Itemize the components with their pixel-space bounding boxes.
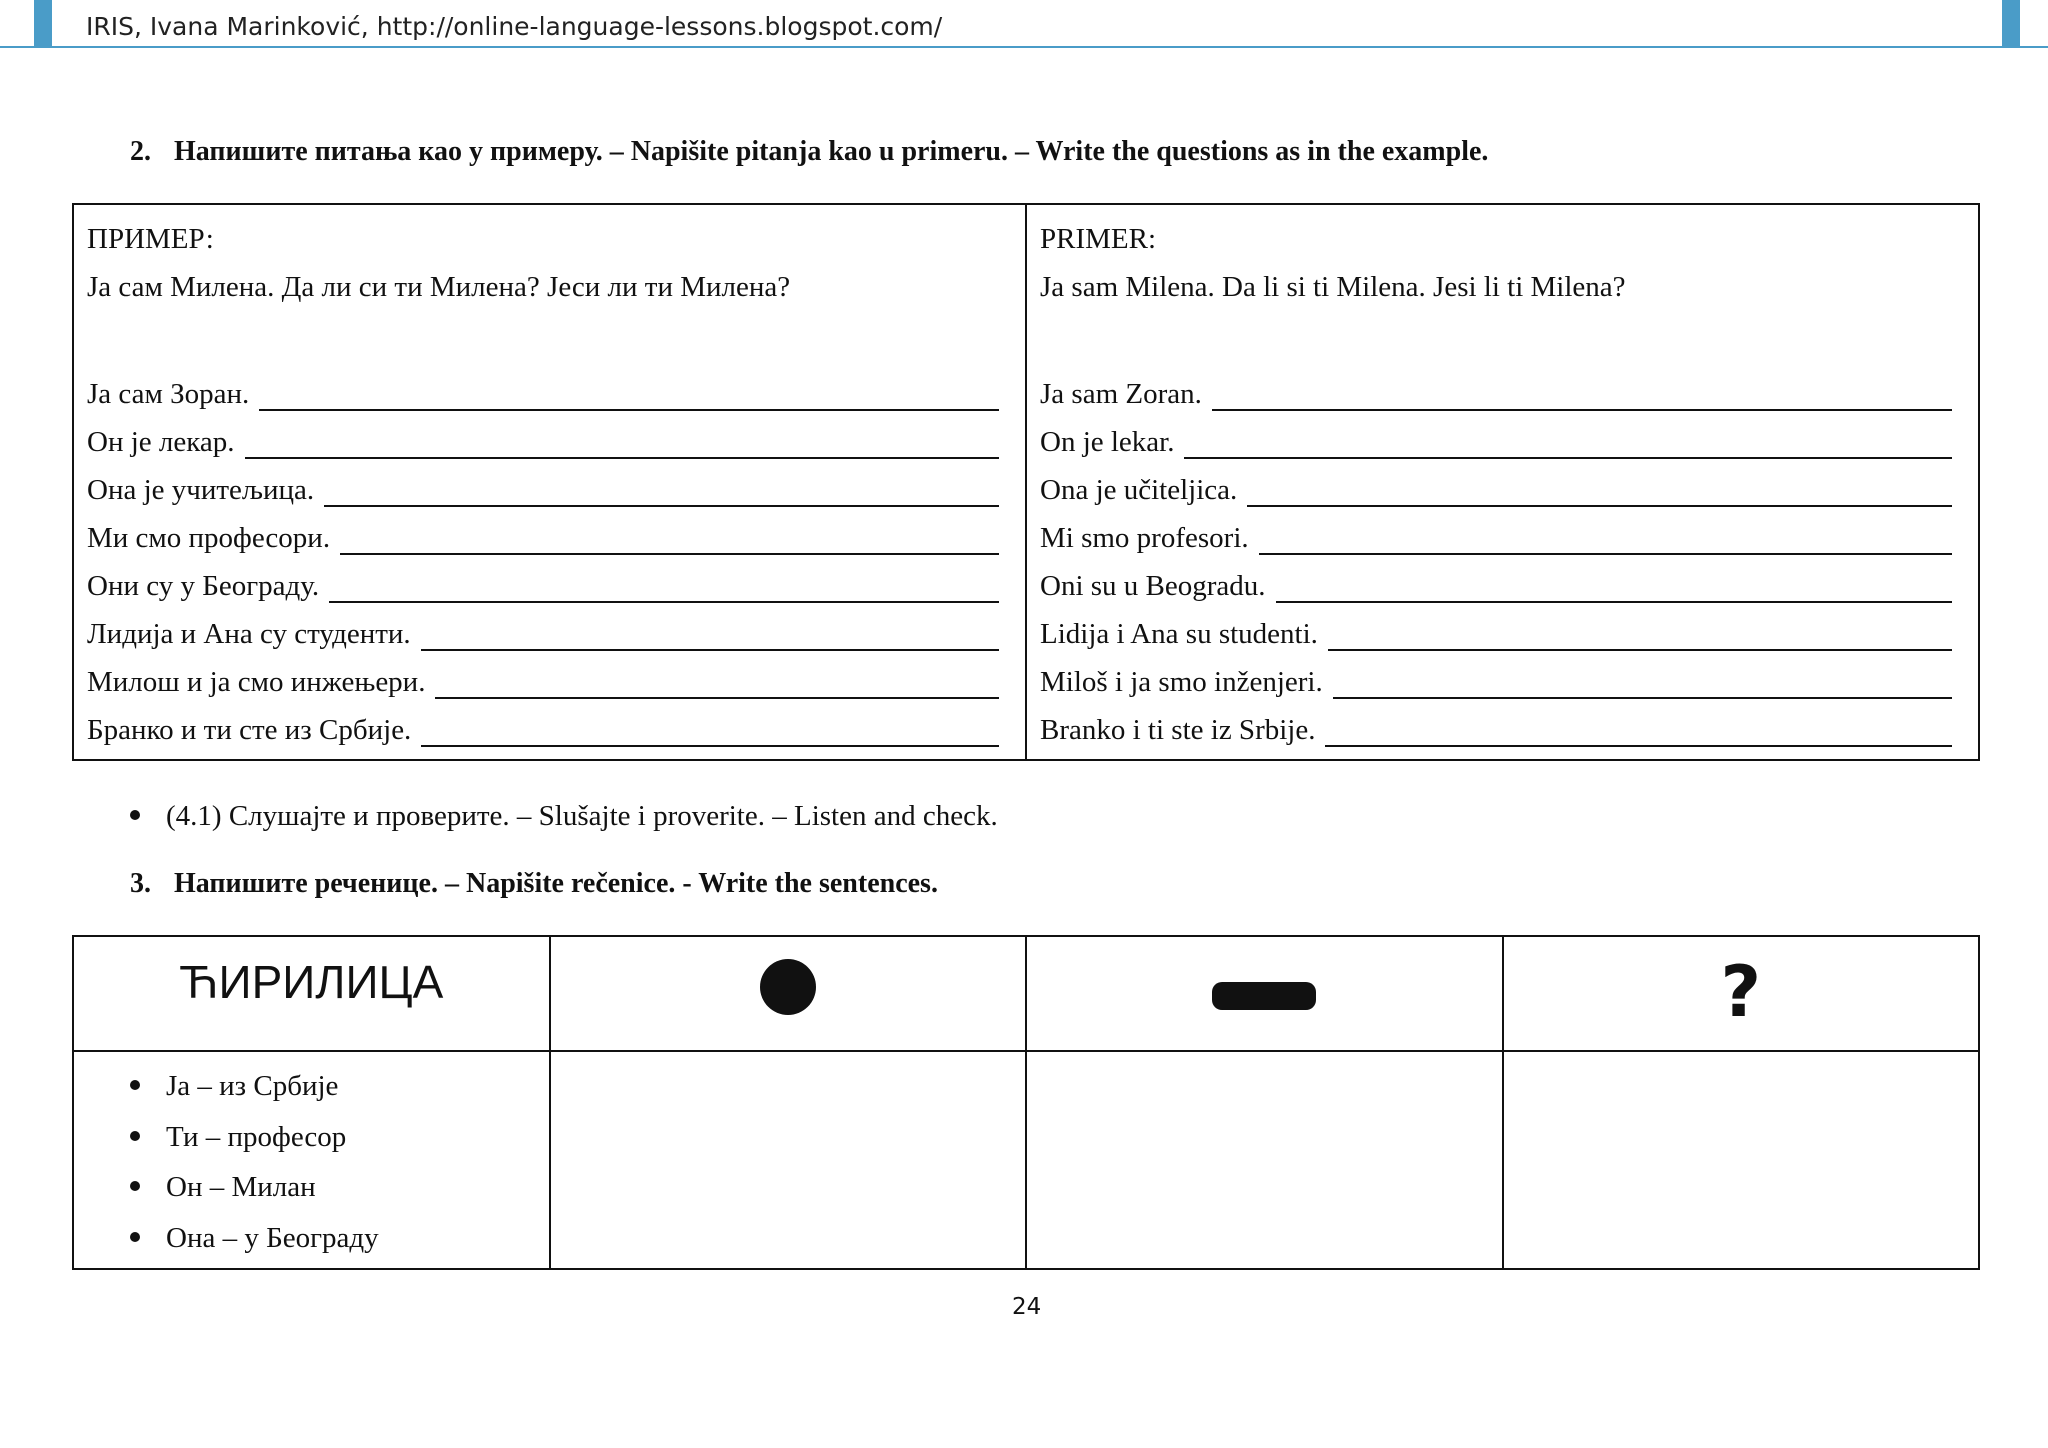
answer-line[interactable] <box>1259 527 1952 555</box>
latin-prompt-row <box>1040 603 1966 651</box>
answer-line[interactable] <box>1328 623 1952 651</box>
list-item <box>130 1117 549 1168</box>
exercise-2-number: 2. <box>130 136 151 167</box>
answer-line[interactable] <box>245 431 999 459</box>
cyrillic-header-cell <box>73 936 550 1051</box>
cyrillic-column <box>73 204 1026 760</box>
latin-prompt-row <box>1040 507 1966 555</box>
answer-line[interactable] <box>1325 719 1952 747</box>
list-item-text: Он – Милан <box>166 1171 316 1203</box>
cyrillic-prompt: Она је учитељица. <box>87 474 315 506</box>
exercise-2-heading <box>130 136 1488 168</box>
latin-prompt: Ona je učiteljica. <box>1040 474 1238 506</box>
bullet-icon <box>130 1181 140 1191</box>
answer-line[interactable] <box>1333 671 1952 699</box>
latin-prompt-row <box>1040 555 1966 603</box>
answer-line[interactable] <box>324 479 999 507</box>
cyrillic-prompt: Лидија и Ана су студенти. <box>87 618 411 650</box>
cyrillic-prompt: Он је лекар. <box>87 426 235 458</box>
latin-prompt: On je lekar. <box>1040 426 1175 458</box>
latin-prompt-row <box>1040 363 1966 411</box>
latin-prompt: Miloš i ja smo inženjeri. <box>1040 666 1323 698</box>
list-item <box>130 1218 549 1269</box>
latin-prompt: Lidija i Ana su studenti. <box>1040 618 1318 650</box>
exercise-3-heading <box>130 868 938 900</box>
exercise-2-title: Напишите питања као у примеру. – Napišite pitanja kao u primeru. – Write the questions as in the example. <box>174 136 1489 167</box>
negative-answer-cell[interactable] <box>1026 1051 1503 1269</box>
cyrillic-prompt-row <box>87 603 1013 651</box>
minus-icon <box>1212 982 1316 1010</box>
cyrillic-prompt-row <box>87 411 1013 459</box>
negative-header-cell <box>1026 936 1503 1051</box>
header-rule <box>0 46 2048 48</box>
cyrillic-example-label: ПРИМЕР: <box>87 223 214 255</box>
prompt-list-cell <box>73 1051 550 1269</box>
latin-prompt: Mi smo profesori. <box>1040 522 1249 554</box>
cyrillic-prompt: Бранко и ти сте из Србије. <box>87 714 412 746</box>
question-answer-cell[interactable] <box>1503 1051 1980 1269</box>
exercise-2-table <box>72 203 1980 761</box>
latin-example-text: Ja sam Milena. Da li si ti Milena. Jesi li ti Milena? <box>1040 271 1626 303</box>
cyrillic-prompt: Милош и ја смо инжењери. <box>87 666 426 698</box>
cyrillic-prompt: Ја сам Зоран. <box>87 378 250 410</box>
question-mark-icon: ? <box>1720 951 1762 1033</box>
page-number: 24 <box>1012 1294 1042 1320</box>
answer-line[interactable] <box>1212 383 1952 411</box>
affirmative-answer-cell[interactable] <box>550 1051 1027 1269</box>
bullet-icon <box>130 1232 140 1242</box>
list-item-text: Она – у Београду <box>166 1221 379 1254</box>
cyrillic-header: ЋИРИЛИЦА <box>179 956 444 1008</box>
latin-prompt: Branko i ti ste iz Srbije. <box>1040 714 1316 746</box>
header-accent-right <box>2002 0 2020 46</box>
cyrillic-prompt-row <box>87 459 1013 507</box>
prompt-list <box>74 1052 549 1268</box>
list-item <box>130 1066 549 1117</box>
latin-prompt-row <box>1040 699 1966 747</box>
answer-line[interactable] <box>259 383 999 411</box>
latin-prompt-row <box>1040 411 1966 459</box>
answer-line[interactable] <box>1247 479 1952 507</box>
answer-line[interactable] <box>340 527 999 555</box>
list-item-text: Ти – професор <box>166 1120 347 1153</box>
exercise-3-title: Напишите реченице. – Napišite rečenice. - Write the sentences. <box>174 868 938 899</box>
bullet-icon <box>130 1131 140 1141</box>
latin-prompt-row <box>1040 459 1966 507</box>
answer-line[interactable] <box>329 575 999 603</box>
answer-line[interactable] <box>1276 575 1952 603</box>
question-header-cell <box>1503 936 1980 1051</box>
cyrillic-prompt-row <box>87 699 1013 747</box>
listen-instruction <box>130 800 998 833</box>
latin-column <box>1026 204 1979 760</box>
latin-prompt-row <box>1040 651 1966 699</box>
cyrillic-prompt: Они су у Београду. <box>87 570 320 602</box>
affirmative-header-cell <box>550 936 1027 1051</box>
cyrillic-example-text: Ја сам Милена. Да ли си ти Милена? Јеси ли ти Милена? <box>87 271 791 303</box>
list-item <box>130 1167 549 1218</box>
cyrillic-prompt-row <box>87 507 1013 555</box>
answer-line[interactable] <box>421 623 999 651</box>
bullet-icon <box>130 810 140 820</box>
header-accent-left <box>34 0 52 46</box>
cyrillic-prompt-row <box>87 555 1013 603</box>
answer-line[interactable] <box>421 719 999 747</box>
cyrillic-prompt-row <box>87 651 1013 699</box>
exercise-3-number: 3. <box>130 868 151 899</box>
cyrillic-prompt: Ми смо професори. <box>87 522 331 554</box>
listen-text: (4.1) Слушајте и проверите. – Slušajte i proverite. – Listen and check. <box>166 800 998 832</box>
exercise-3-table <box>72 935 1980 1270</box>
latin-prompt: Oni su u Beogradu. <box>1040 570 1266 602</box>
latin-prompt: Ja sam Zoran. <box>1040 378 1202 410</box>
cyrillic-prompt-row <box>87 363 1013 411</box>
latin-example-label: PRIMER: <box>1040 223 1157 255</box>
answer-line[interactable] <box>435 671 999 699</box>
bullet-icon <box>130 1080 140 1090</box>
header-text: IRIS, Ivana Marinković, http://online-language-lessons.blogspot.com/ <box>86 12 943 41</box>
answer-line[interactable] <box>1184 431 1952 459</box>
filled-circle-icon <box>760 959 816 1015</box>
list-item-text: Ја – из Србије <box>166 1070 339 1102</box>
